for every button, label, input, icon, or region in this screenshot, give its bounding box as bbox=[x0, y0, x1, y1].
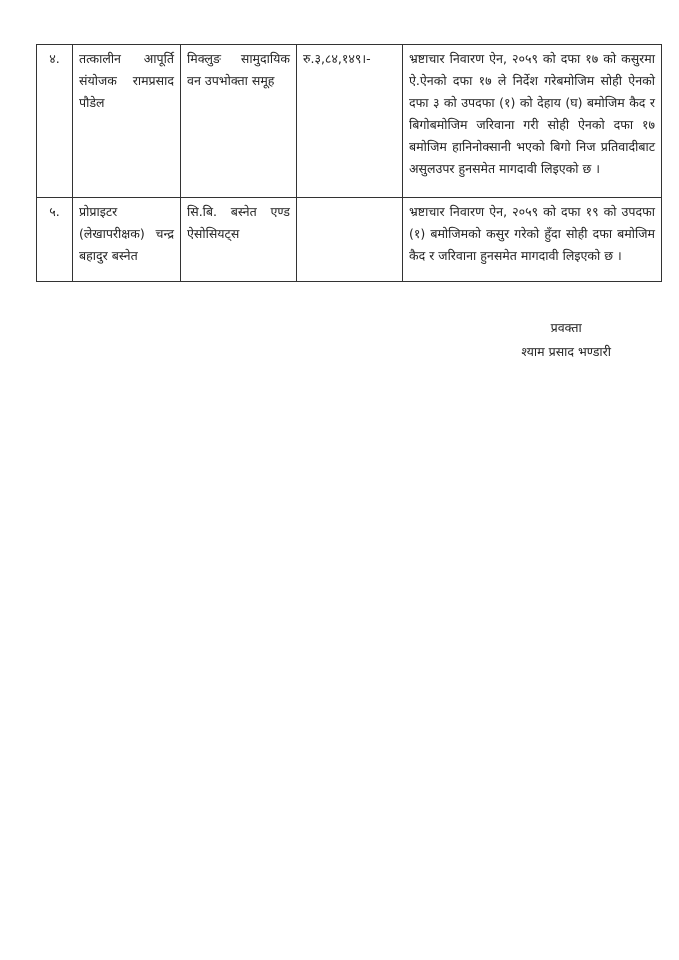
table-row bbox=[37, 45, 662, 198]
description-cell: भ्रष्टाचार निवारण ऐन, २०५९ को दफा १९ को उपदफा (१) बमोजिमको कसुर गरेको हुँदा सोही दफा बमोजिम कैद र जरिवाना हुनसमेत मागदावी लिइएको छ । bbox=[403, 198, 662, 282]
signature-block bbox=[521, 316, 611, 364]
organization-cell: सि.बि. बस्नेत एण्ड ऐसोसियट्स bbox=[181, 198, 297, 282]
amount-cell bbox=[297, 198, 403, 282]
case-table bbox=[36, 44, 662, 282]
description-cell: भ्रष्टाचार निवारण ऐन, २०५९ को दफा १७ को कसुरमा ऐ.ऐनको दफा १७ ले निर्देश गरेबमोजिम सोही ऐनको दफा ३ को उपदफा (१) को देहाय (घ) बमोजिम कैद र बिगोबमोजिम जरिवाना गरी सोही ऐनको दफा १७ बमोजिम हानिनोक्सानी भएको बिगो निज प्रतिवादीबाट असुलउपर हुनसमेत मागदावी लिइएको छ । bbox=[403, 45, 662, 198]
defendant-name-cell: तत्कालीन आपूर्ति संयोजक रामप्रसाद पौडेल bbox=[73, 45, 181, 198]
amount-cell: रु.३,८४,१४९।- bbox=[297, 45, 403, 198]
table-row bbox=[37, 198, 662, 282]
row-number-cell: ५. bbox=[37, 198, 73, 282]
defendant-name-cell: प्रोप्राइटर (लेखापरीक्षक) चन्द्र बहादुर बस्नेत bbox=[73, 198, 181, 282]
organization-cell: मिक्लुङ सामुदायिक वन उपभोक्ता समूह bbox=[181, 45, 297, 198]
signer-name: श्याम प्रसाद भण्डारी bbox=[521, 344, 611, 359]
signer-designation: प्रवक्ता bbox=[550, 320, 582, 335]
row-number-cell: ४. bbox=[37, 45, 73, 198]
